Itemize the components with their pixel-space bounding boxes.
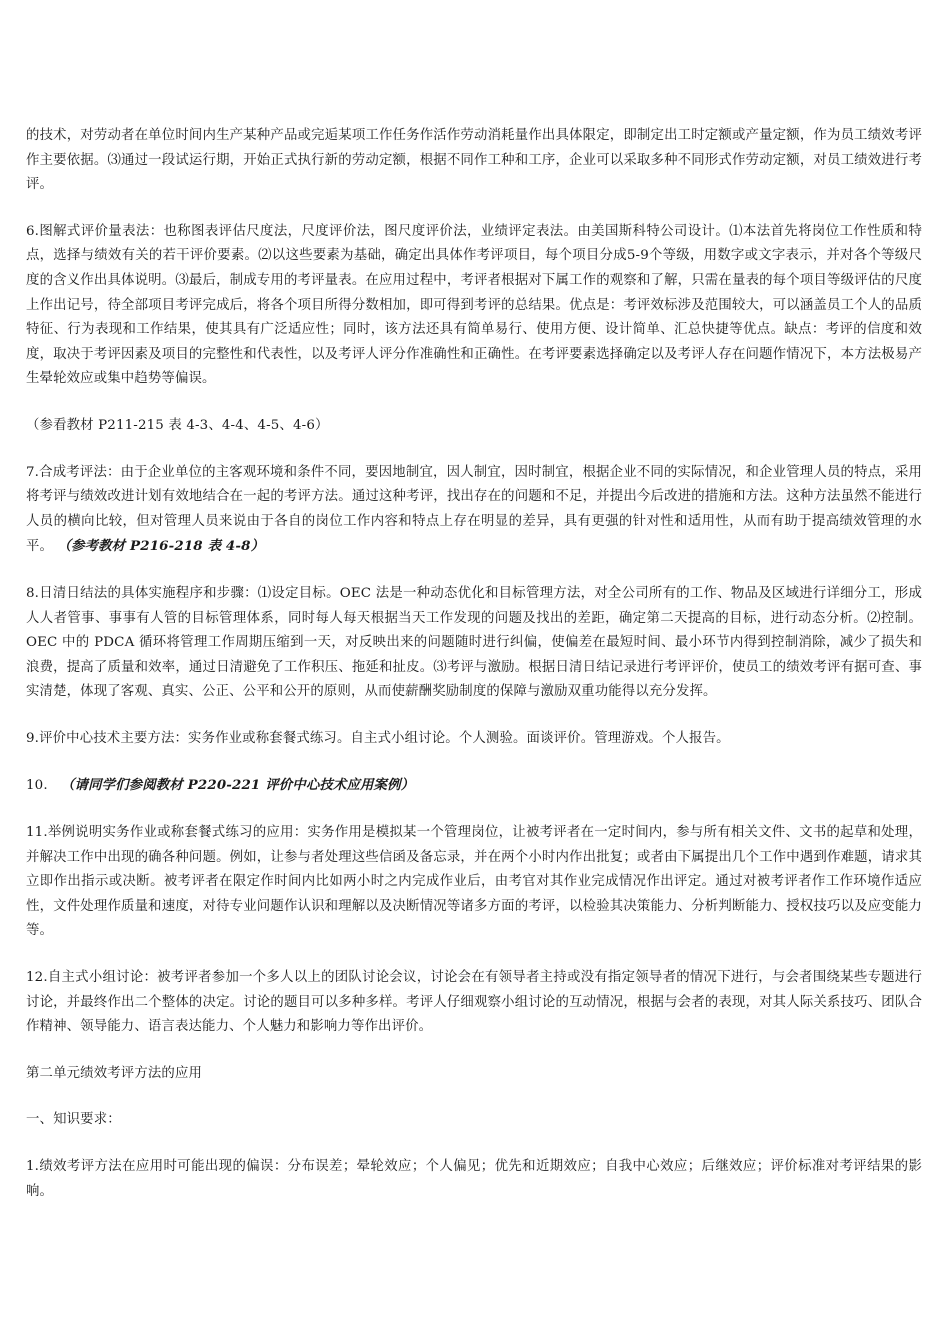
- document-body: [26, 124, 922, 1226]
- paragraph-assessment-center-methods: 9.评价中心技术主要方法：实务作业或称套餐式练习。自主式小组讨论。个人测验。面谈评价。管理游戏。个人报告。: [26, 730, 730, 746]
- paragraph-oec-method: 8.日清日结法的具体实施程序和步骤：⑴设定目标。OEC 法是一种动态优化和目标管理方法，对全公司所有的工作、物品及区域进行详细分工，形成人人者管事、事事有人管的目标管理体系，同时每人每天根据当天工作发现的问题及找出的差距，确定第二天提高的目标，进行动态分析。⑵控制。OEC 中的 PDCA 循环将管理工作周期压缩到一天，对反映出来的问题随时进行纠偏，使偏差在最短时间、最小环节内得到控制消除，减少了损失和浪费，提高了质量和效率，通过日清避免了工作积压、拖延和扯皮。⑶考评与激励。根据日清日结记录进行考评评价，使员工的绩效考评有据可查、事实清楚，体现了客观、真实、公正、公平和公开的原则，从而使薪酬奖励制度的保障与激励双重功能得以充分发挥。: [26, 585, 922, 700]
- composite-method-reference: （参考教材 P216-218 表 4-8）: [57, 538, 265, 555]
- case-reference-text: （请同学们参阅教材 P220-221 评价中心技术应用案例）: [60, 777, 415, 794]
- subsection-heading-knowledge: 一、知识要求：: [26, 1112, 121, 1128]
- paragraph-quota-method-cont: 的技术，对劳动者在单位时间内生产某种产品或完逅某项工作任务作活作劳动消耗量作出具体限定，即制定出工时定额或产量定额，作为员工绩效考评作主要依据。⑶通过一段试运行期，开始正式执行新的劳动定额，根据不同作工种和工序，企业可以采取多种不同形式作劳动定额，对员工绩效进行考评。: [26, 128, 922, 193]
- paragraph-composite-method: [26, 461, 922, 560]
- composite-method-text: 7.合成考评法：由于企业单位的主客观环境和条件不同，要因地制宜，因人制宜，因时制宜，根据企业不同的实际情况，和企业管理人员的特点，采用将考评与绩效改进计划有效地结合在一起的考评方法。通过这种考评，找出存在的问题和不足，并提出今后改进的措施和方法。这种方法虽然不能进行人员的横向比较，但对管理人员来说由于各自的岗位工作内容和特点上存在明显的差异，具有更强的针对性和适用性，从而有助于提高绩效管理的水平。: [26, 464, 922, 555]
- paragraph-graphic-rating-scale: 6.图解式评价量表法：也称图表评估尺度法，尺度评价法，图尺度评价法，业绩评定表法。由美国斯科特公司设计。⑴本法首先将岗位工作性质和特点，选择与绩效有关的若干评价要素。⑵以这些要素为基础，确定出具体作考评项目，每个项目分成5-9个等级，用数字或文字表示，并对各个等级尺度的含义作出具体说明。⑶最后，制成专用的考评量表。在应用过程中，考评者根据对下属工作的观察和了解，只需在量表的每个项目等级评估的尺度上作出记号，待全部项目考评完成后，将各个项目所得分数相加，即可得到考评的总结果。优点是：考评效标涉及范围较大，可以涵盖员工个人的品质特征、行为表现和工作结果，使其具有广泛适应性；同时，该方法还具有简单易行、使用方便、设计简单、汇总快捷等优点。缺点：考评的信度和效度，取决于考评因素及项目的完整性和代表性，以及考评人评分作准确性和正确性。在考评要素选择确定以及考评人存在问题作情况下，本方法极易产生晕轮效应或集中趋势等偏误。: [26, 223, 922, 387]
- paragraph-group-discussion: 12.自主式小组讨论：被考评者参加一个多人以上的团队讨论会议，讨论会在有领导者主持或没有指定领导者的情况下进行，与会者围绕某些专题进行讨论，并最终作出二个整体的决定。讨论的题目可以多种多样。考评人仔细观察小组讨论的互动情况，根据与会者的表现，对其人际关系技巧、团队合作精神、领导能力、语言表达能力、个人魅力和影响力等作出评价。: [26, 970, 922, 1035]
- paragraph-textbook-reference: （参看教材 P211-215 表 4-3、4-4、4-5、4-6）: [26, 417, 329, 433]
- paragraph-rating-errors: 1.绩效考评方法在应用时可能出现的偏误：分布误差；晕轮效应；个人偏见；优先和近期效应；自我中心效应；后继效应；评价标准对考评结果的影响。: [26, 1159, 922, 1199]
- paragraph-in-basket-exercise: 11.举例说明实务作业或称套餐式练习的应用：实务作用是模拟某一个管理岗位，让被考评者在一定时间内，参与所有相关文件、文书的起草和处理，并解决工作中出现的确各种问题。例如，让参与者处理这些信函及备忘录，并在两个小时内作出批复；或者由下属提出几个工作中遇到作难题，请求其立即作出指示或决断。被考评者在限定作时间内比如两小时之内完成作业后，由考官对其作业完成情况作出评定。通过对被考评者作工作环境作适应性，文件处理作质量和速度，对待专业问题作认识和理解以及决断情况等诸多方面的考评，以检验其决策能力、分析判断能力、授权技巧以及应变能力等。: [26, 825, 922, 939]
- section-heading-unit-two: 第二单元绩效考评方法的应用: [26, 1065, 203, 1081]
- paragraph-case-reference: [26, 773, 922, 799]
- item-number: 10.: [26, 778, 48, 794]
